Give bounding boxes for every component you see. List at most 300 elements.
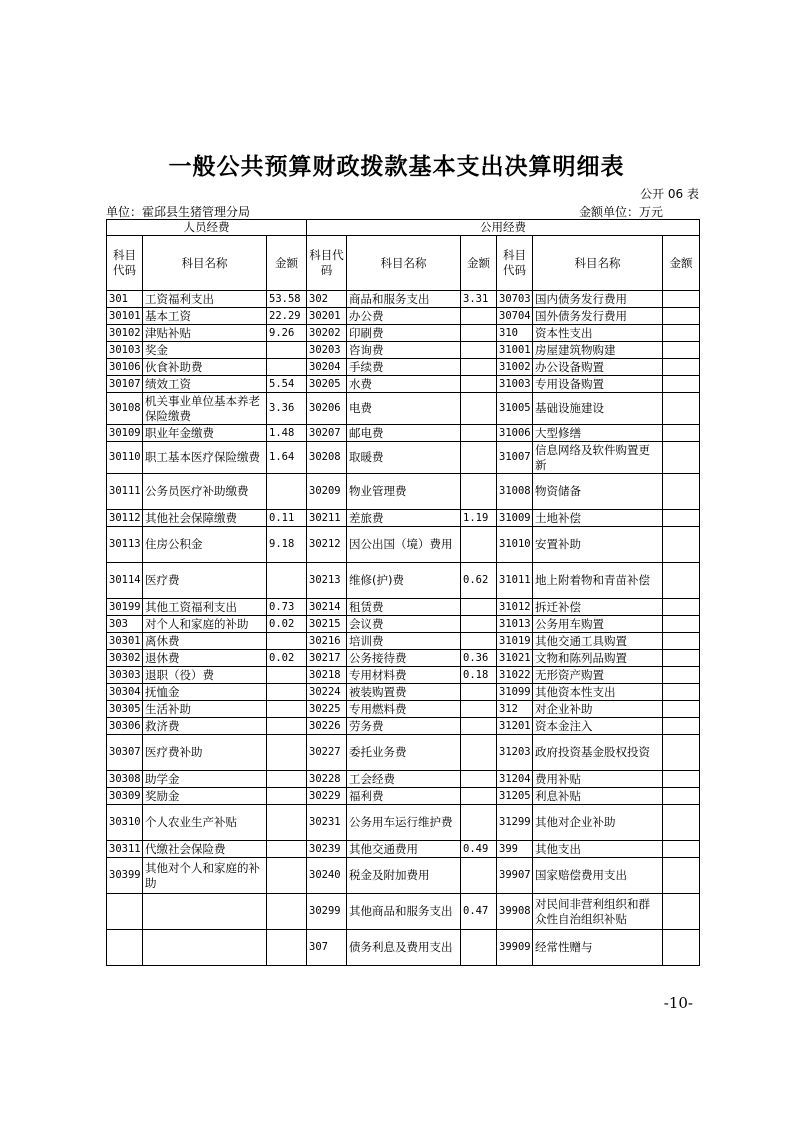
table-row	[107, 291, 700, 308]
item-amount	[461, 718, 497, 735]
table-row	[107, 359, 700, 376]
item-name: 职工基本医疗保险缴费	[143, 442, 267, 474]
item-amount	[461, 616, 497, 633]
table-row	[107, 735, 700, 771]
item-code: 30202	[307, 325, 347, 342]
item-name: 代缴社会保险费	[143, 841, 267, 858]
item-code: 31012	[497, 599, 533, 616]
item-name: 房屋建筑物购建	[533, 342, 663, 359]
item-amount	[267, 858, 307, 894]
item-amount	[267, 771, 307, 788]
table-row	[107, 667, 700, 684]
item-name: 邮电费	[347, 425, 461, 442]
item-amount: 0.49	[461, 841, 497, 858]
item-amount: 0.36	[461, 650, 497, 667]
item-amount	[461, 474, 497, 510]
item-code: 30112	[107, 510, 143, 527]
item-code: 31003	[497, 376, 533, 393]
item-code: 30227	[307, 735, 347, 771]
table-row	[107, 650, 700, 667]
item-name: 拆迁补偿	[533, 599, 663, 616]
item-name: 住房公积金	[143, 527, 267, 563]
item-amount	[663, 650, 700, 667]
item-amount: 1.19	[461, 510, 497, 527]
item-amount	[461, 771, 497, 788]
unit-label: 单位：霍邱县生猪管理分局	[106, 205, 251, 219]
item-amount	[663, 474, 700, 510]
item-amount	[461, 633, 497, 650]
table-row	[107, 616, 700, 633]
item-code: 30229	[307, 788, 347, 805]
item-name: 培训费	[347, 633, 461, 650]
item-amount	[663, 510, 700, 527]
item-name: 职业年金缴费	[143, 425, 267, 442]
item-name: 公务用车购置	[533, 616, 663, 633]
item-amount	[663, 442, 700, 474]
item-code: 30204	[307, 359, 347, 376]
item-code: 31022	[497, 667, 533, 684]
item-name: 维修(护)费	[347, 563, 461, 599]
item-name: 差旅费	[347, 510, 461, 527]
item-name: 取暖费	[347, 442, 461, 474]
item-name: 费用补贴	[533, 771, 663, 788]
item-code: 30305	[107, 701, 143, 718]
item-code: 30102	[107, 325, 143, 342]
item-code: 30108	[107, 393, 143, 425]
item-code: 30228	[307, 771, 347, 788]
item-amount	[663, 359, 700, 376]
table-row	[107, 684, 700, 701]
item-name: 工资福利支出	[143, 291, 267, 308]
table-row	[107, 376, 700, 393]
item-name: 经常性赠与	[533, 930, 663, 966]
item-name: 税金及附加费用	[347, 858, 461, 894]
item-code: 31013	[497, 616, 533, 633]
item-code: 31008	[497, 474, 533, 510]
item-code: 30239	[307, 841, 347, 858]
item-code: 30304	[107, 684, 143, 701]
header-name: 科目名称	[533, 236, 663, 291]
item-code: 30303	[107, 667, 143, 684]
item-name: 国内债务发行费用	[533, 291, 663, 308]
item-code: 31010	[497, 527, 533, 563]
item-name: 信息网络及软件购置更新	[533, 442, 663, 474]
item-name: 其他资本性支出	[533, 684, 663, 701]
item-amount	[461, 342, 497, 359]
item-name: 文物和陈列品购置	[533, 650, 663, 667]
item-name: 救济费	[143, 718, 267, 735]
item-code: 30206	[307, 393, 347, 425]
item-amount	[663, 616, 700, 633]
item-code: 31007	[497, 442, 533, 474]
item-code: 31204	[497, 771, 533, 788]
item-amount	[663, 308, 700, 325]
item-amount	[663, 930, 700, 966]
item-amount	[461, 788, 497, 805]
table-row	[107, 308, 700, 325]
item-amount: 22.29	[267, 308, 307, 325]
item-amount	[267, 701, 307, 718]
item-code: 31011	[497, 563, 533, 599]
item-name: 助学金	[143, 771, 267, 788]
item-code: 312	[497, 701, 533, 718]
item-amount: 0.18	[461, 667, 497, 684]
header-amount: 金额	[267, 236, 307, 291]
item-amount: 0.11	[267, 510, 307, 527]
item-amount	[267, 805, 307, 841]
item-amount	[663, 376, 700, 393]
item-amount: 1.48	[267, 425, 307, 442]
item-code: 30399	[107, 858, 143, 894]
item-amount	[267, 788, 307, 805]
table-row	[107, 599, 700, 616]
item-name: 利息补贴	[533, 788, 663, 805]
table-row	[107, 325, 700, 342]
item-amount: 5.54	[267, 376, 307, 393]
item-name: 公务员医疗补助缴费	[143, 474, 267, 510]
item-name: 商品和服务支出	[347, 291, 461, 308]
item-amount	[663, 563, 700, 599]
table-row	[107, 425, 700, 442]
item-code: 31001	[497, 342, 533, 359]
item-name: 退职（役）费	[143, 667, 267, 684]
item-code: 39907	[497, 858, 533, 894]
item-code: 30213	[307, 563, 347, 599]
item-code: 30114	[107, 563, 143, 599]
item-code: 31019	[497, 633, 533, 650]
item-amount	[663, 325, 700, 342]
item-code: 39909	[497, 930, 533, 966]
item-name: 手续费	[347, 359, 461, 376]
item-code: 30208	[307, 442, 347, 474]
item-name: 工会经费	[347, 771, 461, 788]
item-amount: 0.47	[461, 894, 497, 930]
item-amount	[267, 667, 307, 684]
item-code: 310	[497, 325, 533, 342]
item-code: 31002	[497, 359, 533, 376]
header-amount: 金额	[461, 236, 497, 291]
item-amount	[663, 684, 700, 701]
item-code: 31203	[497, 735, 533, 771]
item-name: 奖励金	[143, 788, 267, 805]
item-name: 公务接待费	[347, 650, 461, 667]
item-amount	[663, 735, 700, 771]
item-name: 会议费	[347, 616, 461, 633]
item-code	[107, 894, 143, 930]
item-code: 31009	[497, 510, 533, 527]
item-code: 30217	[307, 650, 347, 667]
item-amount	[461, 527, 497, 563]
item-amount	[663, 841, 700, 858]
item-amount	[663, 633, 700, 650]
item-name: 福利费	[347, 788, 461, 805]
item-name: 国外债务发行费用	[533, 308, 663, 325]
item-amount	[461, 376, 497, 393]
item-code: 30103	[107, 342, 143, 359]
table-row	[107, 442, 700, 474]
item-code: 31099	[497, 684, 533, 701]
item-name: 其他支出	[533, 841, 663, 858]
item-name: 基本工资	[143, 308, 267, 325]
item-name: 其他工资福利支出	[143, 599, 267, 616]
item-name: 其他社会保障缴费	[143, 510, 267, 527]
form-number: 公开 06 表	[640, 187, 699, 201]
item-amount	[663, 393, 700, 425]
item-name: 医疗费补助	[143, 735, 267, 771]
item-code: 30101	[107, 308, 143, 325]
item-amount	[663, 527, 700, 563]
item-amount	[267, 633, 307, 650]
item-code: 30110	[107, 442, 143, 474]
item-amount	[267, 359, 307, 376]
item-code: 30302	[107, 650, 143, 667]
table-row	[107, 393, 700, 425]
item-code: 30113	[107, 527, 143, 563]
item-code: 30311	[107, 841, 143, 858]
item-name: 离休费	[143, 633, 267, 650]
item-name: 对民间非营利组织和群众性自治组织补贴	[533, 894, 663, 930]
item-name: 专用材料费	[347, 667, 461, 684]
item-amount	[663, 425, 700, 442]
page-number: -10-	[663, 994, 693, 1012]
item-name: 安置补助	[533, 527, 663, 563]
item-code: 30309	[107, 788, 143, 805]
item-code: 30107	[107, 376, 143, 393]
item-amount	[267, 342, 307, 359]
item-amount	[663, 701, 700, 718]
item-name: 其他对企业补助	[533, 805, 663, 841]
item-name: 债务利息及费用支出	[347, 930, 461, 966]
item-code: 30307	[107, 735, 143, 771]
item-name: 大型修缮	[533, 425, 663, 442]
item-name: 租赁费	[347, 599, 461, 616]
item-code: 30203	[307, 342, 347, 359]
item-amount	[663, 342, 700, 359]
item-amount	[461, 325, 497, 342]
item-amount	[267, 718, 307, 735]
item-code: 30218	[307, 667, 347, 684]
item-amount: 0.62	[461, 563, 497, 599]
item-amount	[461, 701, 497, 718]
item-amount	[461, 393, 497, 425]
table-row	[107, 510, 700, 527]
item-name: 资本性支出	[533, 325, 663, 342]
item-name: 水费	[347, 376, 461, 393]
item-name: 资本金注入	[533, 718, 663, 735]
item-amount	[663, 894, 700, 930]
item-code: 30201	[307, 308, 347, 325]
table-row	[107, 771, 700, 788]
item-amount	[663, 805, 700, 841]
item-name: 生活补助	[143, 701, 267, 718]
item-amount	[461, 858, 497, 894]
item-code: 31006	[497, 425, 533, 442]
item-amount: 53.58	[267, 291, 307, 308]
item-amount	[663, 858, 700, 894]
header-code: 科目代码	[307, 236, 347, 291]
table-row	[107, 788, 700, 805]
table-row	[107, 841, 700, 858]
page-title: 一般公共预算财政拨款基本支出决算明细表	[168, 153, 625, 180]
item-code: 30308	[107, 771, 143, 788]
item-code: 30226	[307, 718, 347, 735]
item-amount: 3.36	[267, 393, 307, 425]
item-name: 物资储备	[533, 474, 663, 510]
item-name: 其他对个人和家庭的补助	[143, 858, 267, 894]
item-amount	[461, 359, 497, 376]
item-code: 30109	[107, 425, 143, 442]
table-row	[107, 633, 700, 650]
item-code: 31201	[497, 718, 533, 735]
item-name: 政府投资基金股权投资	[533, 735, 663, 771]
amount-unit-label: 金额单位：万元	[578, 205, 663, 219]
item-amount	[663, 771, 700, 788]
item-code: 30240	[307, 858, 347, 894]
item-name: 其他交通费用	[347, 841, 461, 858]
item-amount: 1.64	[267, 442, 307, 474]
item-code: 30199	[107, 599, 143, 616]
item-amount	[663, 667, 700, 684]
item-name: 对企业补助	[533, 701, 663, 718]
header-name: 科目名称	[347, 236, 461, 291]
item-code: 30224	[307, 684, 347, 701]
item-amount	[267, 684, 307, 701]
item-amount: 9.18	[267, 527, 307, 563]
item-amount	[461, 930, 497, 966]
item-amount	[461, 308, 497, 325]
item-name: 咨询费	[347, 342, 461, 359]
table-row	[107, 930, 700, 966]
item-name: 委托业务费	[347, 735, 461, 771]
item-code: 30225	[307, 701, 347, 718]
item-code: 399	[497, 841, 533, 858]
table-row	[107, 858, 700, 894]
item-code: 30299	[307, 894, 347, 930]
item-name: 医疗费	[143, 563, 267, 599]
header-name: 科目名称	[143, 236, 267, 291]
item-name: 其他商品和服务支出	[347, 894, 461, 930]
item-code: 30212	[307, 527, 347, 563]
item-code: 30106	[107, 359, 143, 376]
table-row	[107, 718, 700, 735]
item-amount	[461, 805, 497, 841]
item-name: 对个人和家庭的补助	[143, 616, 267, 633]
table-row	[107, 805, 700, 841]
header-amount: 金额	[663, 236, 700, 291]
table-row	[107, 474, 700, 510]
item-name: 专用设备购置	[533, 376, 663, 393]
table-row	[107, 342, 700, 359]
item-amount: 3.31	[461, 291, 497, 308]
item-code: 301	[107, 291, 143, 308]
item-amount	[461, 425, 497, 442]
item-amount	[267, 474, 307, 510]
item-amount	[663, 599, 700, 616]
item-code: 39908	[497, 894, 533, 930]
table-body	[107, 291, 700, 966]
item-name: 无形资产购置	[533, 667, 663, 684]
table-row	[107, 563, 700, 599]
item-name: 因公出国（境）费用	[347, 527, 461, 563]
item-code: 30205	[307, 376, 347, 393]
item-code: 30310	[107, 805, 143, 841]
item-name: 印刷费	[347, 325, 461, 342]
item-code: 31005	[497, 393, 533, 425]
item-amount	[267, 930, 307, 966]
item-code: 30704	[497, 308, 533, 325]
item-name: 电费	[347, 393, 461, 425]
item-code: 307	[307, 930, 347, 966]
item-code: 30306	[107, 718, 143, 735]
item-name: 津贴补贴	[143, 325, 267, 342]
item-amount	[267, 841, 307, 858]
item-code: 31021	[497, 650, 533, 667]
item-name: 被装购置费	[347, 684, 461, 701]
item-code	[107, 930, 143, 966]
item-code: 30111	[107, 474, 143, 510]
item-name: 奖金	[143, 342, 267, 359]
item-name: 绩效工资	[143, 376, 267, 393]
item-name: 专用燃料费	[347, 701, 461, 718]
item-amount: 0.73	[267, 599, 307, 616]
item-code: 30215	[307, 616, 347, 633]
expenditure-table	[106, 219, 700, 966]
item-code: 31205	[497, 788, 533, 805]
item-code: 30211	[307, 510, 347, 527]
item-code: 30209	[307, 474, 347, 510]
item-name: 国家赔偿费用支出	[533, 858, 663, 894]
header-code: 科目代码	[107, 236, 143, 291]
item-name: 其他交通工具购置	[533, 633, 663, 650]
section-personnel: 人员经费	[107, 220, 307, 236]
item-amount: 0.02	[267, 650, 307, 667]
item-name: 办公设备购置	[533, 359, 663, 376]
item-code: 303	[107, 616, 143, 633]
item-name: 基础设施建设	[533, 393, 663, 425]
item-name	[143, 894, 267, 930]
item-code: 31299	[497, 805, 533, 841]
item-amount	[461, 684, 497, 701]
item-name: 抚恤金	[143, 684, 267, 701]
item-name: 伙食补助费	[143, 359, 267, 376]
item-amount	[663, 291, 700, 308]
item-name	[143, 930, 267, 966]
item-amount	[663, 788, 700, 805]
item-name: 物业管理费	[347, 474, 461, 510]
item-amount	[663, 718, 700, 735]
item-code: 30301	[107, 633, 143, 650]
item-name: 退休费	[143, 650, 267, 667]
header-code: 科目代码	[497, 236, 533, 291]
table-row	[107, 701, 700, 718]
item-name: 劳务费	[347, 718, 461, 735]
table-row	[107, 527, 700, 563]
item-name: 公务用车运行维护费	[347, 805, 461, 841]
item-code: 30207	[307, 425, 347, 442]
item-amount: 9.26	[267, 325, 307, 342]
item-amount	[461, 442, 497, 474]
item-code: 30231	[307, 805, 347, 841]
item-name: 机关事业单位基本养老保险缴费	[143, 393, 267, 425]
item-amount	[461, 735, 497, 771]
item-code: 302	[307, 291, 347, 308]
item-amount	[267, 735, 307, 771]
item-amount: 0.02	[267, 616, 307, 633]
item-amount	[267, 563, 307, 599]
item-code: 30214	[307, 599, 347, 616]
item-code: 30216	[307, 633, 347, 650]
item-name: 个人农业生产补贴	[143, 805, 267, 841]
